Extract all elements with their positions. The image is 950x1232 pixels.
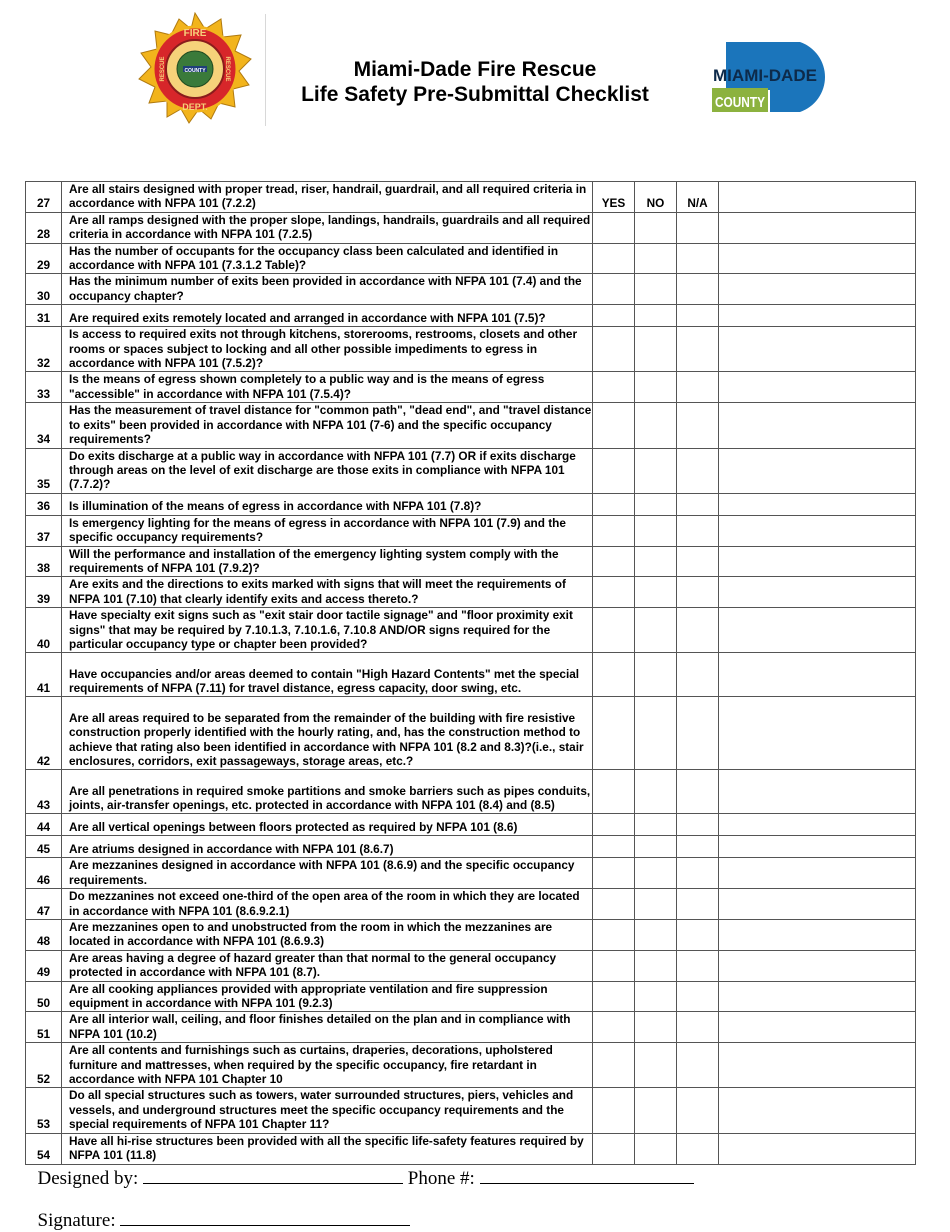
seal-text-bottom: DEPT. [182,102,208,112]
comments-cell[interactable] [719,212,916,243]
comments-cell[interactable] [719,889,916,920]
row-number: 35 [26,448,62,493]
answer-no-cell[interactable]: NO [635,182,677,213]
row-number: 38 [26,546,62,577]
row-question: Are all vertical openings between floors protected as required by NFPA 101 (8.6) [62,814,593,836]
answer-yes-cell[interactable] [593,814,635,836]
answer-yes-cell[interactable] [593,653,635,697]
answer-na-cell[interactable] [677,608,719,653]
doc-title: Life Safety Pre-Submittal Checklist [301,83,649,106]
answer-yes-cell[interactable]: YES [593,182,635,213]
checklist-row [26,1043,916,1088]
answer-na-cell[interactable] [677,770,719,814]
row-number: 53 [26,1088,62,1133]
answer-na-cell[interactable] [677,950,719,981]
row-number: 48 [26,920,62,951]
checklist-row [26,515,916,546]
designed-by-label: Designed by: [37,1168,139,1189]
comments-cell[interactable] [719,448,916,493]
checklist-row [26,448,916,493]
signature-field[interactable] [120,1209,410,1226]
answer-yes-cell[interactable] [593,274,635,305]
answer-na-cell[interactable] [677,1088,719,1133]
checklist-row [26,493,916,515]
answer-no-cell[interactable] [635,920,677,951]
checklist-row [26,697,916,770]
answer-na-cell[interactable] [677,981,719,1012]
row-question: Are all interior wall, ceiling, and floor finishes detailed on the plan and in compliance with NFPA 101 (10.2) [62,1012,593,1043]
comments-cell[interactable] [719,515,916,546]
seal-text-top: FIRE [183,28,207,39]
row-number: 47 [26,889,62,920]
row-question: Do mezzanines not exceed one-third of the open area of the room in which they are located in accordance with NFPA 101 (8.6.9.2.1) [62,889,593,920]
checklist-row [26,1088,916,1133]
row-number: 41 [26,653,62,697]
row-question: Is access to required exits not through kitchens, storerooms, restrooms, closets and other rooms or spaces subject to locking and all other possible impediments to egress in accordance with NFPA 101 (7.5.2)? [62,327,593,372]
answer-na-cell[interactable] [677,836,719,858]
row-question: Have occupancies and/or areas deemed to contain "High Hazard Contents" met the special requirements of NFPA (7.11) for travel distance, egress capacity, door swing, etc. [62,653,593,697]
row-number: 42 [26,697,62,770]
answer-no-cell[interactable] [635,546,677,577]
comments-cell[interactable] [719,608,916,653]
row-number: 54 [26,1133,62,1164]
row-number: 34 [26,403,62,448]
row-number: 32 [26,327,62,372]
comments-cell[interactable] [719,274,916,305]
comments-cell[interactable] [719,858,916,889]
comments-cell[interactable] [719,243,916,274]
answer-no-cell[interactable] [635,1043,677,1088]
comments-cell[interactable] [719,770,916,814]
answer-yes-cell[interactable] [593,608,635,653]
answer-yes-cell[interactable] [593,327,635,372]
comments-cell[interactable] [719,305,916,327]
answer-yes-cell[interactable] [593,920,635,951]
checklist-row [26,1012,916,1043]
row-number: 40 [26,608,62,653]
row-question: Has the number of occupants for the occupancy class been calculated and identified in accordance with NFPA 101 (7.3.1.2 Table)? [62,243,593,274]
answer-no-cell[interactable] [635,305,677,327]
comments-cell[interactable] [719,836,916,858]
row-question: Will the performance and installation of the emergency lighting system comply with the requirements of NFPA 101 (7.9.2)? [62,546,593,577]
answer-no-cell[interactable] [635,327,677,372]
answer-na-cell[interactable] [677,327,719,372]
row-question: Have all hi-rise structures been provided with all the specific life-safety features required by NFPA 101 (11.8) [62,1133,593,1164]
phone-label: Phone #: [407,1168,475,1189]
county-logo-line2: COUNTY [715,94,765,111]
comments-cell[interactable] [719,653,916,697]
county-logo-line1: MIAMI-DADE [713,66,817,85]
answer-no-cell[interactable] [635,403,677,448]
row-number: 27 [26,182,62,213]
comments-cell[interactable] [719,814,916,836]
checklist-row [26,858,916,889]
answer-na-cell[interactable] [677,448,719,493]
checklist-row [26,608,916,653]
answer-na-cell[interactable] [677,1043,719,1088]
answer-no-cell[interactable] [635,448,677,493]
answer-na-cell[interactable] [677,372,719,403]
answer-na-cell[interactable]: N/A [677,182,719,213]
row-number: 36 [26,493,62,515]
row-question: Has the measurement of travel distance for "common path", "dead end", and "travel distance to exits" been provided in accordance with NFPA 101 (7-6) and the specific occupancy requirements? [62,403,593,448]
answer-no-cell[interactable] [635,858,677,889]
row-number: 49 [26,950,62,981]
answer-no-cell[interactable] [635,981,677,1012]
comments-cell[interactable] [719,697,916,770]
answer-no-cell[interactable] [635,1088,677,1133]
answer-no-cell[interactable] [635,212,677,243]
answer-yes-cell[interactable] [593,515,635,546]
answer-no-cell[interactable] [635,814,677,836]
checklist-row [26,836,916,858]
row-number: 51 [26,1012,62,1043]
comments-cell[interactable] [719,1012,916,1043]
comments-cell[interactable] [719,950,916,981]
designed-by-field[interactable] [143,1167,403,1184]
answer-na-cell[interactable] [677,305,719,327]
row-question: Are mezzanines designed in accordance with NFPA 101 (8.6.9) and the specific occupancy requirements. [62,858,593,889]
answer-no-cell[interactable] [635,950,677,981]
row-number: 37 [26,515,62,546]
answer-yes-cell[interactable] [593,493,635,515]
checklist-row [26,372,916,403]
miami-dade-county-logo [712,40,838,114]
answer-no-cell[interactable] [635,274,677,305]
answer-na-cell[interactable] [677,697,719,770]
row-question: Are required exits remotely located and arranged in accordance with NFPA 101 (7.5)? [62,305,593,327]
row-question: Are all areas required to be separated from the remainder of the building with fire resistive construction properly identified with the hourly rating, and, has the construction method to achieve that rating also been identified in accordance with NFPA 101 (8.2 and 8.3)?(i.e., stair enclosures, corridors, exit passageways, storage areas, etc.? [62,697,593,770]
checklist-row [26,653,916,697]
checklist-row [26,327,916,372]
answer-no-cell[interactable] [635,836,677,858]
header-divider [265,14,266,126]
answer-no-cell[interactable] [635,697,677,770]
checklist-row [26,577,916,608]
answer-yes-cell[interactable] [593,950,635,981]
row-question: Are all penetrations in required smoke partitions and smoke barriers such as pipes conduits, joints, air-transfer openings, etc. protected in accordance with NFPA 101 (8.4) and (8.5) [62,770,593,814]
answer-na-cell[interactable] [677,493,719,515]
checklist-row [26,182,916,213]
comments-cell[interactable] [719,1133,916,1164]
org-name: Miami-Dade Fire Rescue [353,58,597,81]
comments-cell[interactable] [719,372,916,403]
answer-no-cell[interactable] [635,372,677,403]
answer-yes-cell[interactable] [593,448,635,493]
row-number: 39 [26,577,62,608]
row-number: 50 [26,981,62,1012]
row-question: Has the minimum number of exits been provided in accordance with NFPA 101 (7.4) and the occupancy chapter? [62,274,593,305]
designed-by-line [28,1145,694,1190]
row-number: 30 [26,274,62,305]
comments-cell[interactable] [719,403,916,448]
comments-cell[interactable] [719,1043,916,1088]
answer-yes-cell[interactable] [593,305,635,327]
checklist-row [26,274,916,305]
answer-yes-cell[interactable] [593,1043,635,1088]
answer-na-cell[interactable] [677,814,719,836]
answer-na-cell[interactable] [677,243,719,274]
answer-no-cell[interactable] [635,577,677,608]
row-question: Are all stairs designed with proper tread, riser, handrail, guardrail, and all required criteria in accordance with NFPA 101 (7.2.2) [62,182,593,213]
checklist-row [26,403,916,448]
comments-cell[interactable] [719,1088,916,1133]
row-number: 29 [26,243,62,274]
fire-department-seal [128,12,262,126]
answer-yes-cell[interactable] [593,836,635,858]
row-number: 43 [26,770,62,814]
row-question: Are areas having a degree of hazard greater than that normal to the general occupancy protected in accordance with NFPA 101 (8.7). [62,950,593,981]
answer-na-cell[interactable] [677,577,719,608]
answer-na-cell[interactable] [677,515,719,546]
row-number: 46 [26,858,62,889]
comments-cell[interactable] [719,182,916,213]
page-title [270,57,680,107]
checklist-table [25,181,916,1165]
answer-no-cell[interactable] [635,515,677,546]
answer-yes-cell[interactable] [593,1012,635,1043]
row-question: Have specialty exit signs such as "exit stair door tactile signage" and "floor proximity exit signs" that may be required by 7.10.1.3, 7.10.1.6, 7.10.8 AND/OR signs required for the particular occupancy type or chapter been provided? [62,608,593,653]
row-number: 45 [26,836,62,858]
answer-yes-cell[interactable] [593,858,635,889]
answer-no-cell[interactable] [635,608,677,653]
seal-text-center: COUNTY [184,68,206,74]
signature-line [28,1187,410,1232]
answer-no-cell[interactable] [635,770,677,814]
checklist-row [26,305,916,327]
row-question: Are all ramps designed with the proper slope, landings, handrails, guardrails and all required criteria in accordance with NFPA 101 (7.2.5) [62,212,593,243]
answer-yes-cell[interactable] [593,403,635,448]
answer-yes-cell[interactable] [593,243,635,274]
answer-yes-cell[interactable] [593,697,635,770]
seal-text-left: RESCUE [160,56,166,82]
signature-label: Signature: [37,1210,116,1231]
checklist-row [26,770,916,814]
answer-na-cell[interactable] [677,889,719,920]
phone-field[interactable] [480,1167,694,1184]
row-number: 52 [26,1043,62,1088]
row-question: Is the means of egress shown completely to a public way and is the means of egress "accessible" in accordance with NFPA 101 (7.5.4)? [62,372,593,403]
answer-no-cell[interactable] [635,243,677,274]
row-number: 28 [26,212,62,243]
row-question: Is illumination of the means of egress in accordance with NFPA 101 (7.8)? [62,493,593,515]
row-question: Are mezzanines open to and unobstructed from the room in which the mezzanines are located in accordance with NFPA 101 (8.6.9.3) [62,920,593,951]
answer-yes-cell[interactable] [593,889,635,920]
row-number: 33 [26,372,62,403]
seal-text-right: RESCUE [224,56,230,82]
comments-cell[interactable] [719,577,916,608]
comments-cell[interactable] [719,493,916,515]
answer-yes-cell[interactable] [593,770,635,814]
answer-na-cell[interactable] [677,212,719,243]
answer-na-cell[interactable] [677,546,719,577]
row-number: 44 [26,814,62,836]
answer-no-cell[interactable] [635,889,677,920]
comments-cell[interactable] [719,546,916,577]
answer-no-cell[interactable] [635,493,677,515]
answer-yes-cell[interactable] [593,372,635,403]
row-question: Are exits and the directions to exits marked with signs that will meet the requirements of NFPA 101 (7.10) that clearly identify exits and access thereto.? [62,577,593,608]
answer-na-cell[interactable] [677,858,719,889]
answer-yes-cell[interactable] [593,1088,635,1133]
row-number: 31 [26,305,62,327]
comments-cell[interactable] [719,327,916,372]
checklist-row [26,814,916,836]
answer-yes-cell[interactable] [593,546,635,577]
checklist-row [26,889,916,920]
row-question: Is emergency lighting for the means of egress in accordance with NFPA 101 (7.9) and the specific occupancy requirements? [62,515,593,546]
checklist-row [26,212,916,243]
row-question: Do exits discharge at a public way in accordance with NFPA 101 (7.7) OR if exits discharge through areas on the level of exit discharge are those exits in compliance with NFPA 101 (7.7.2)? [62,448,593,493]
answer-na-cell[interactable] [677,1012,719,1043]
checklist-row [26,546,916,577]
row-question: Do all special structures such as towers, water surrounded structures, piers, vehicles and vessels, and underground structures meet the specific occupancy requirements and the special requirements of NFPA 101 Chapter 11? [62,1088,593,1133]
answer-na-cell[interactable] [677,653,719,697]
checklist-row [26,920,916,951]
checklist-row [26,950,916,981]
answer-yes-cell[interactable] [593,212,635,243]
answer-na-cell[interactable] [677,920,719,951]
answer-yes-cell[interactable] [593,981,635,1012]
row-question: Are all contents and furnishings such as curtains, draperies, decorations, upholstered furniture and mattresses, when required by the specific occupancy, fire retardant in accordance with NFPA 101 Chapter 10 [62,1043,593,1088]
row-question: Are atriums designed in accordance with NFPA 101 (8.6.7) [62,836,593,858]
answer-na-cell[interactable] [677,274,719,305]
answer-no-cell[interactable] [635,653,677,697]
answer-no-cell[interactable] [635,1012,677,1043]
checklist-row [26,243,916,274]
row-question: Are all cooking appliances provided with appropriate ventilation and fire suppression equipment in accordance with NFPA 101 (9.2.3) [62,981,593,1012]
answer-na-cell[interactable] [677,403,719,448]
comments-cell[interactable] [719,981,916,1012]
checklist-row [26,981,916,1012]
comments-cell[interactable] [719,920,916,951]
answer-yes-cell[interactable] [593,577,635,608]
